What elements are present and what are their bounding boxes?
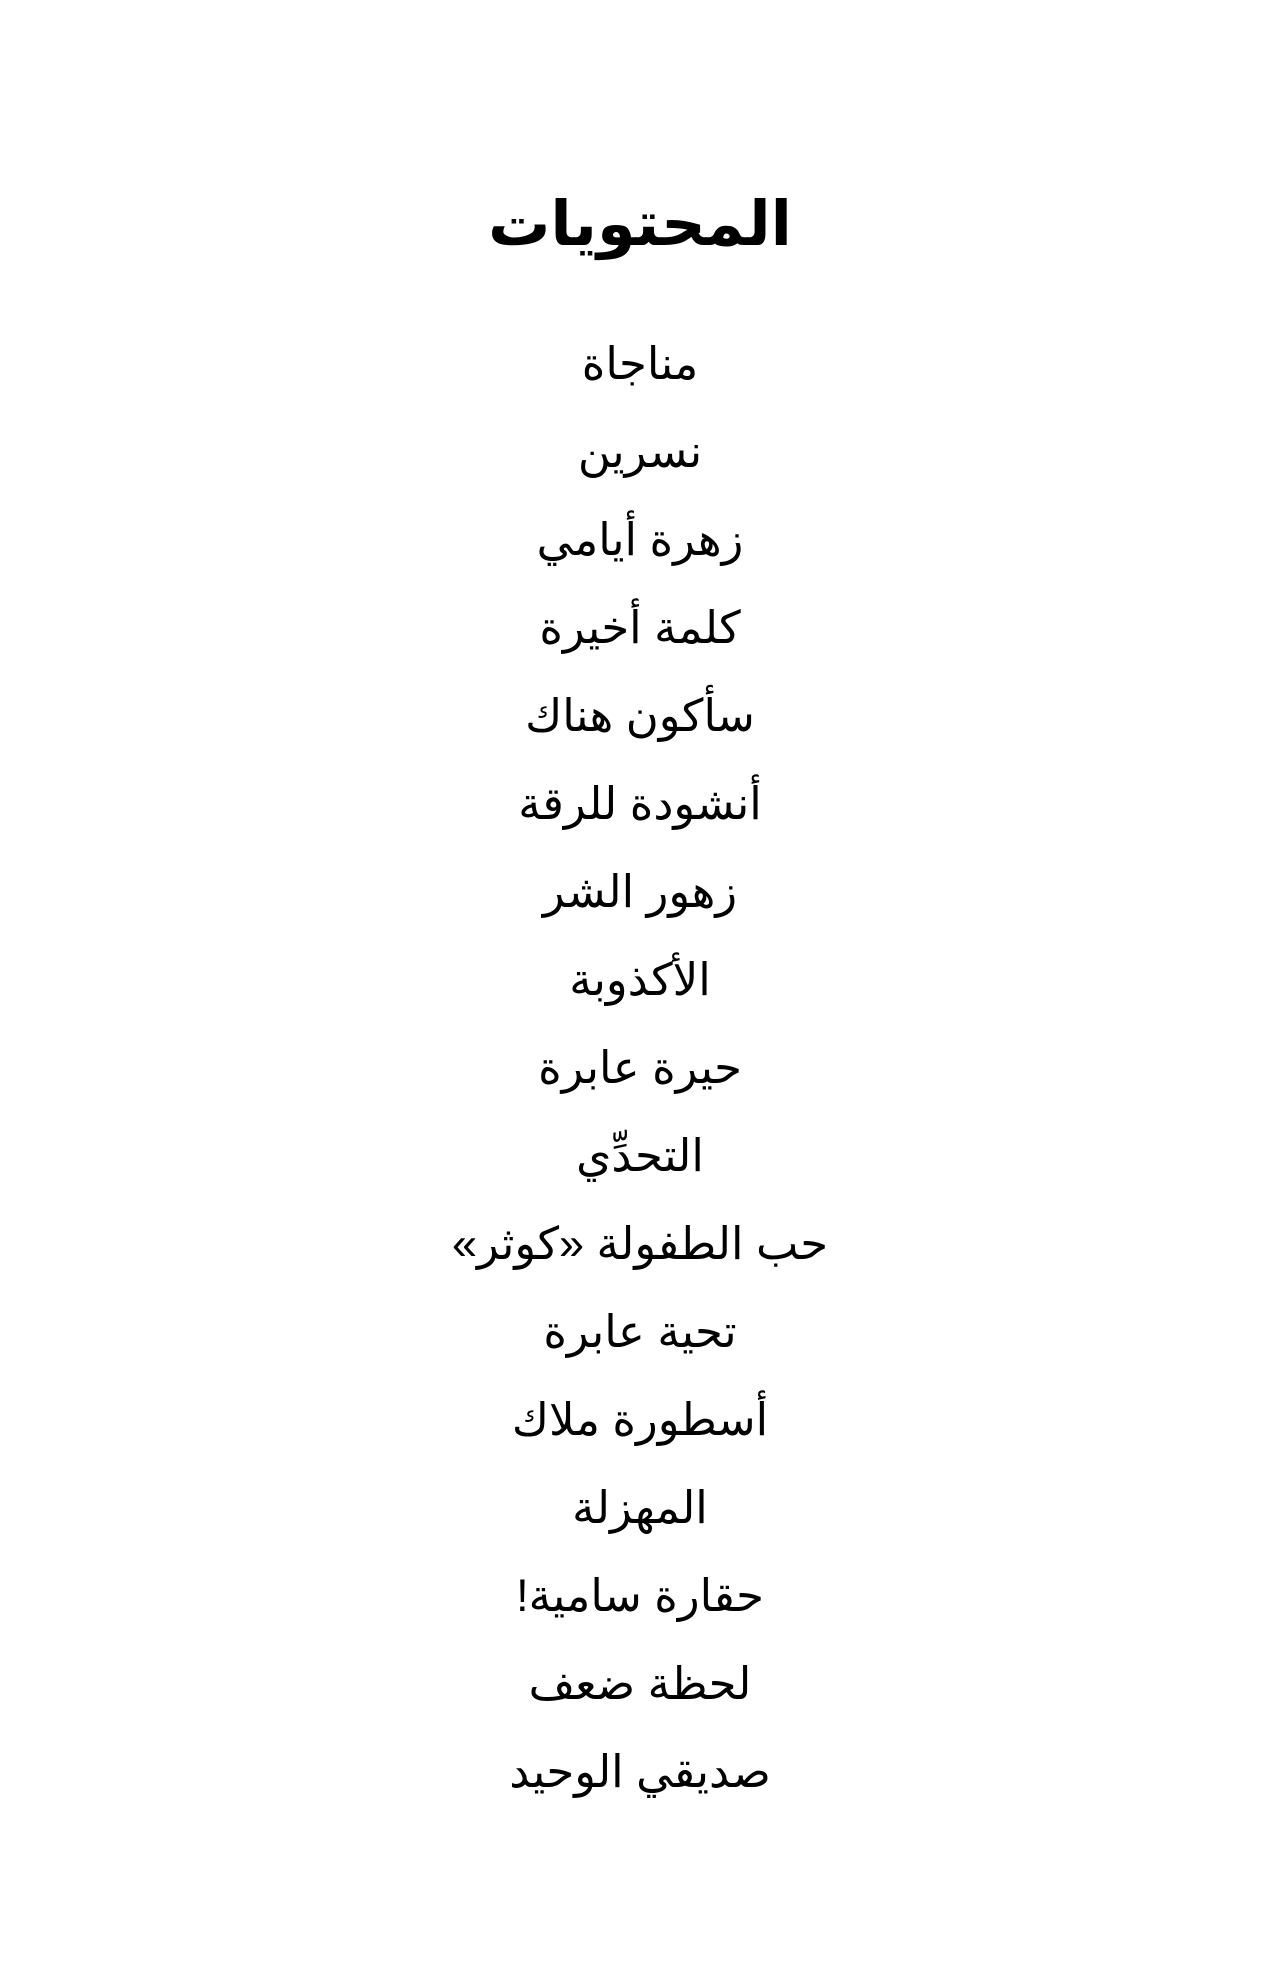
contents-entry: المهزلة xyxy=(572,1482,708,1533)
contents-entry: زهرة أيامي xyxy=(536,514,744,565)
contents-entry: نسرين xyxy=(577,426,703,477)
contents-entry: الأكذوبة xyxy=(569,954,711,1005)
contents-entry: حقارة سامية! xyxy=(516,1570,764,1621)
contents-entry: زهور الشر xyxy=(542,866,738,917)
contents-entry: التحدِّي xyxy=(576,1130,704,1181)
contents-entry: تحية عابرة xyxy=(543,1306,737,1357)
contents-entry: حيرة عابرة xyxy=(538,1042,742,1093)
contents-entry: كلمة أخيرة xyxy=(539,602,741,653)
contents-entry: سأكون هناك xyxy=(525,690,755,741)
contents-entry: حب الطفولة «كوثر» xyxy=(451,1218,829,1269)
contents-entry: لحظة ضعف xyxy=(528,1658,752,1709)
contents-entry: صديقي الوحيد xyxy=(509,1746,771,1797)
contents-entry: أنشودة للرقة xyxy=(518,778,762,829)
contents-entry: أسطورة ملاك xyxy=(511,1394,769,1445)
contents-entry: مناجاة xyxy=(581,338,699,389)
contents-title: المحتويات xyxy=(488,190,792,259)
